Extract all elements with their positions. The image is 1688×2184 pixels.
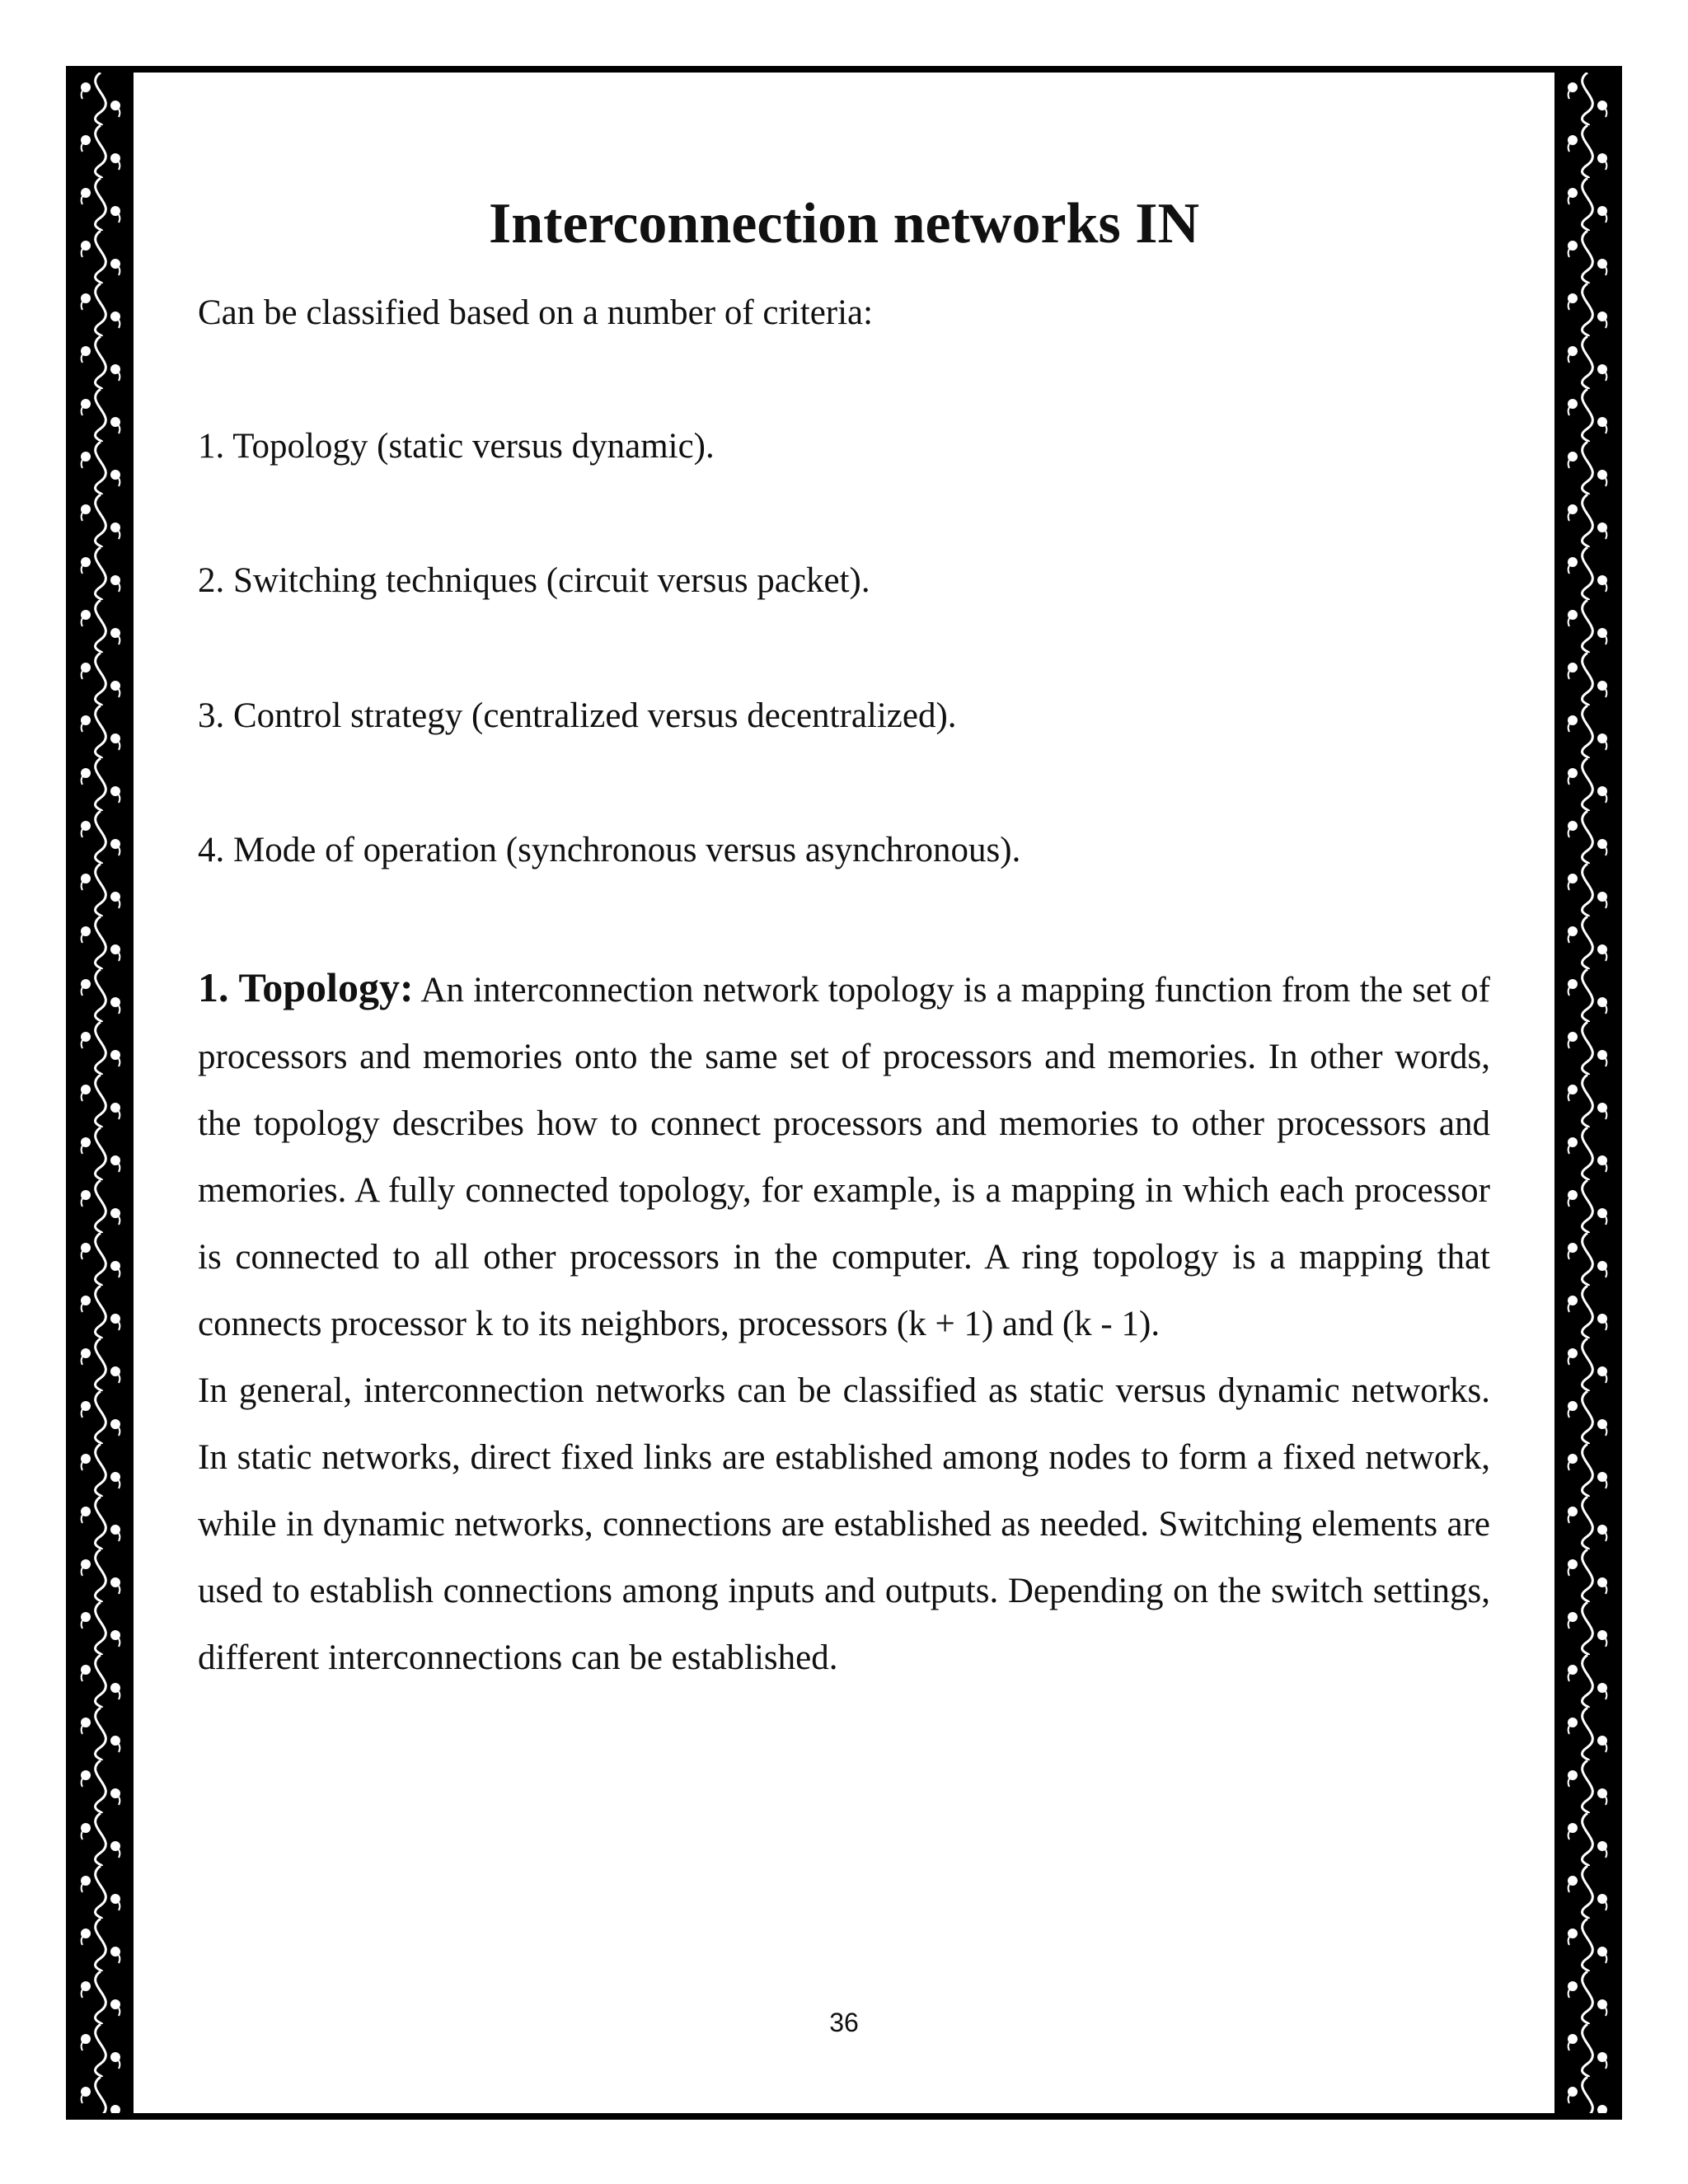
topology-paragraph bbox=[198, 954, 1490, 1357]
intro-text: Can be classified based on a number of criteria: bbox=[198, 293, 874, 332]
criterion-item: 1. Topology (static versus dynamic). bbox=[198, 426, 715, 466]
topology-text: An interconnection network topology is a mapping function from the set of processors and memories onto the same set of processors and memories. In other words, the topology describes how to connect processors and memories to other processors and memories. A fully connected topology, for example, is a mapping in which each processor is connected to all other processors in the computer. A ring topology is a mapping that connects processor k to its neighbors, processors (k + 1) and (k - 1). bbox=[198, 970, 1490, 1343]
page-number: 36 bbox=[829, 2008, 859, 2037]
criterion-item: 4. Mode of operation (synchronous versus asynchronous). bbox=[198, 831, 1021, 870]
topology-heading: 1. Topology: bbox=[198, 963, 414, 1010]
document-content bbox=[198, 190, 1490, 1691]
page-title: Interconnection networks IN bbox=[488, 192, 1199, 255]
classification-paragraph: In general, interconnection networks can be classified as static versus dynamic networks. In static networks, direct fixed links are established among nodes to form a fixed network, while in dynamic networks, connections are established as needed. Switching elements are used to establish connections among inputs and outputs. Depending on the switch settings, different interconnections can be established. bbox=[198, 1371, 1490, 1677]
right-vine-ornament bbox=[1561, 73, 1614, 2113]
left-vine-ornament bbox=[74, 73, 127, 2113]
criterion-item: 3. Control strategy (centralized versus decentralized). bbox=[198, 696, 957, 735]
criterion-item: 2. Switching techniques (circuit versus packet). bbox=[198, 561, 870, 601]
